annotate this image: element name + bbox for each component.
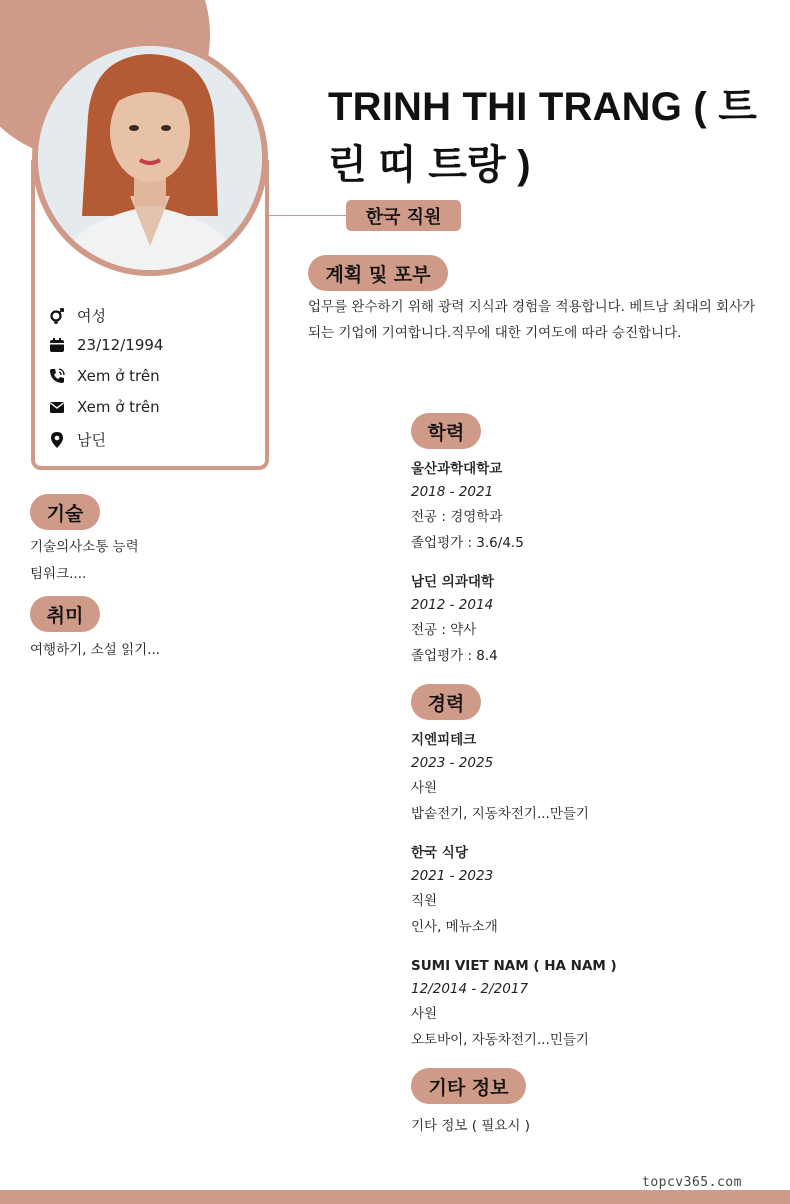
education-school: 울산과학대학교: [411, 461, 503, 477]
experience-role: 직원: [411, 893, 438, 909]
experience-company: 지엔피테크: [411, 732, 477, 748]
skills-heading: 기술: [30, 494, 100, 530]
address-row: [48, 429, 278, 450]
skill-item: 기술의사소통 능력: [30, 539, 139, 555]
phone-icon: [48, 367, 66, 385]
gender-text: 여성: [77, 307, 106, 325]
experience-period: 2021 - 2023: [411, 868, 494, 884]
education-period: 2018 - 2021: [411, 484, 494, 500]
education-grade: 졸업평가 : 3.6/4.5: [411, 535, 524, 551]
education-grade: 졸업평가 : 8.4: [411, 648, 498, 664]
experience-desc: 밥솥전기, 지동차전기...만들기: [411, 806, 589, 822]
birthday-text: 23/12/1994: [77, 336, 164, 354]
education-heading: 학력: [411, 413, 481, 449]
experience-role: 사원: [411, 780, 438, 796]
experience-heading: 경력: [411, 684, 481, 720]
birthday-row: [48, 336, 278, 354]
phone-text: Xem ở trên: [77, 367, 160, 385]
goal-text: 업무를 완수하기 위해 광력 지식과 경험을 적용합니다. 베트남 최대의 회사가 되는 기업에 기여합니다.직무에 대한 기여도에 따라 승진합니다.: [308, 299, 756, 341]
goal-heading: 계획 및 포부: [308, 255, 448, 291]
avatar-frame: [32, 40, 268, 276]
position-badge: 한국 직원: [346, 200, 461, 231]
education-major: 전공 : 경영학과: [411, 509, 503, 525]
gender-row: [48, 305, 278, 326]
watermark: topcv365.com: [642, 1175, 742, 1190]
envelope-icon: [48, 398, 66, 416]
experience-period: 12/2014 - 2/2017: [411, 981, 529, 997]
calendar-icon: [48, 336, 66, 354]
education-major: 전공 : 약사: [411, 622, 477, 638]
experience-role: 사원: [411, 1006, 438, 1022]
phone-row: [48, 367, 278, 385]
experience-company: 한국 식당: [411, 845, 468, 861]
location-pin-icon: [48, 431, 66, 449]
skill-item: 팀워크....: [30, 566, 87, 582]
email-text: Xem ở trên: [77, 398, 160, 416]
experience-period: 2023 - 2025: [411, 755, 494, 771]
other-text: 기타 정보 ( 필요시 ): [411, 1118, 530, 1134]
email-row: [48, 398, 278, 416]
avatar: [38, 46, 262, 270]
address-text: 남딘: [77, 431, 106, 449]
experience-desc: 인사, 메뉴소개: [411, 919, 498, 935]
other-heading: 기타 정보: [411, 1068, 526, 1104]
experience-company: SUMI VIET NAM ( HA NAM ): [411, 958, 617, 974]
hobbies-text: 여행하기, 소설 읽기...: [30, 642, 161, 658]
candidate-name: TRINH THI TRANG ( 트린 띠 트랑 ): [328, 85, 758, 187]
education-school: 남딘 의과대학: [411, 574, 494, 590]
footer-bar: [0, 1190, 790, 1204]
divider-line: [268, 215, 348, 216]
experience-desc: 오토바이, 자동차전기...민들기: [411, 1032, 589, 1048]
hobbies-heading: 취미: [30, 596, 100, 632]
education-period: 2012 - 2014: [411, 597, 494, 613]
gender-icon: [48, 307, 66, 325]
